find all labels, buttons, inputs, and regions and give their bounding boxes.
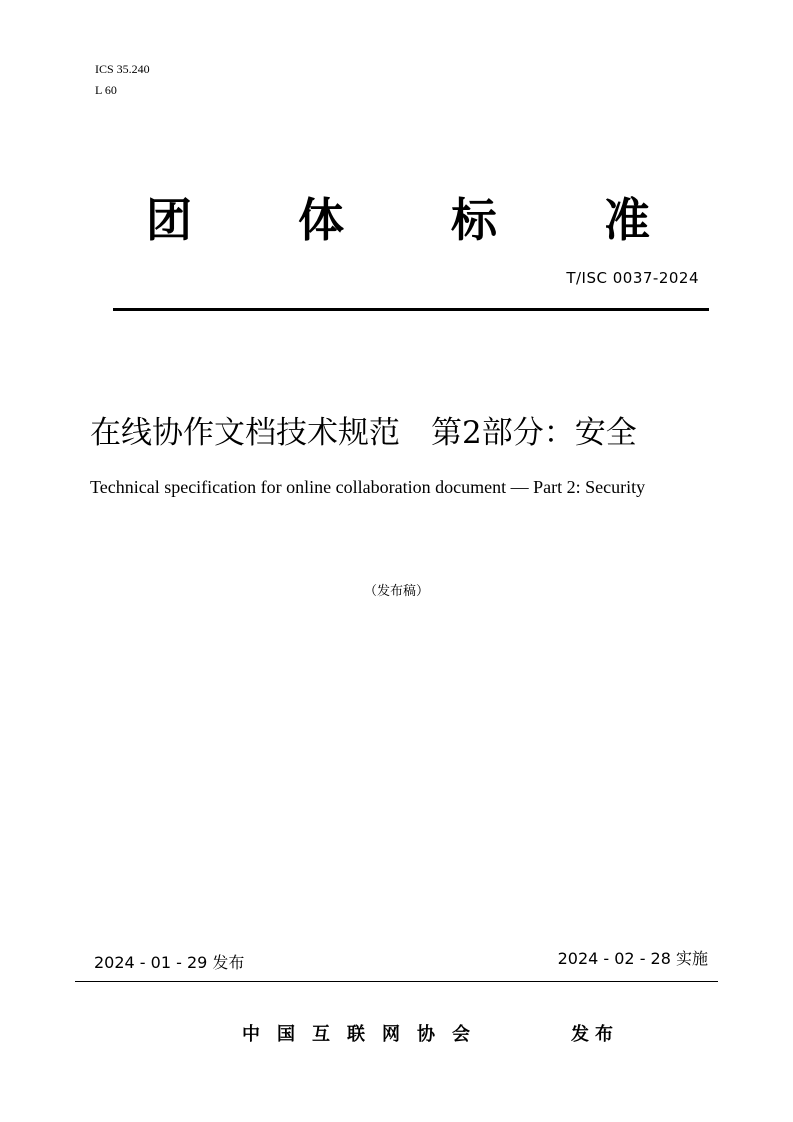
ics-code: ICS 35.240 xyxy=(95,62,150,76)
standard-type-char: 团 xyxy=(146,193,192,247)
footer-divider xyxy=(75,981,718,982)
implementation-date: 2024 - 02 - 28 实施 xyxy=(557,949,708,968)
header-divider xyxy=(113,308,709,311)
draft-status: （发布稿） xyxy=(363,584,429,599)
standard-type-heading xyxy=(0,192,793,252)
issue-date: 2024 - 01 - 29 发布 xyxy=(94,953,245,972)
classification-codes xyxy=(95,59,150,101)
standard-type-char: 准 xyxy=(604,193,650,247)
publisher-name: 中国互联网协会 xyxy=(242,1024,487,1045)
standard-type-char: 标 xyxy=(451,193,497,247)
title-english: Technical specification for online collaboration document — Part 2: Security xyxy=(90,477,646,497)
ccs-code: L 60 xyxy=(95,83,117,97)
standard-number: T/ISC 0037-2024 xyxy=(566,269,699,287)
standard-type-char: 体 xyxy=(298,193,344,247)
title-chinese: 在线协作文档技术规范 第2部分：安全 xyxy=(90,415,637,451)
publish-label: 发布 xyxy=(571,1024,619,1045)
